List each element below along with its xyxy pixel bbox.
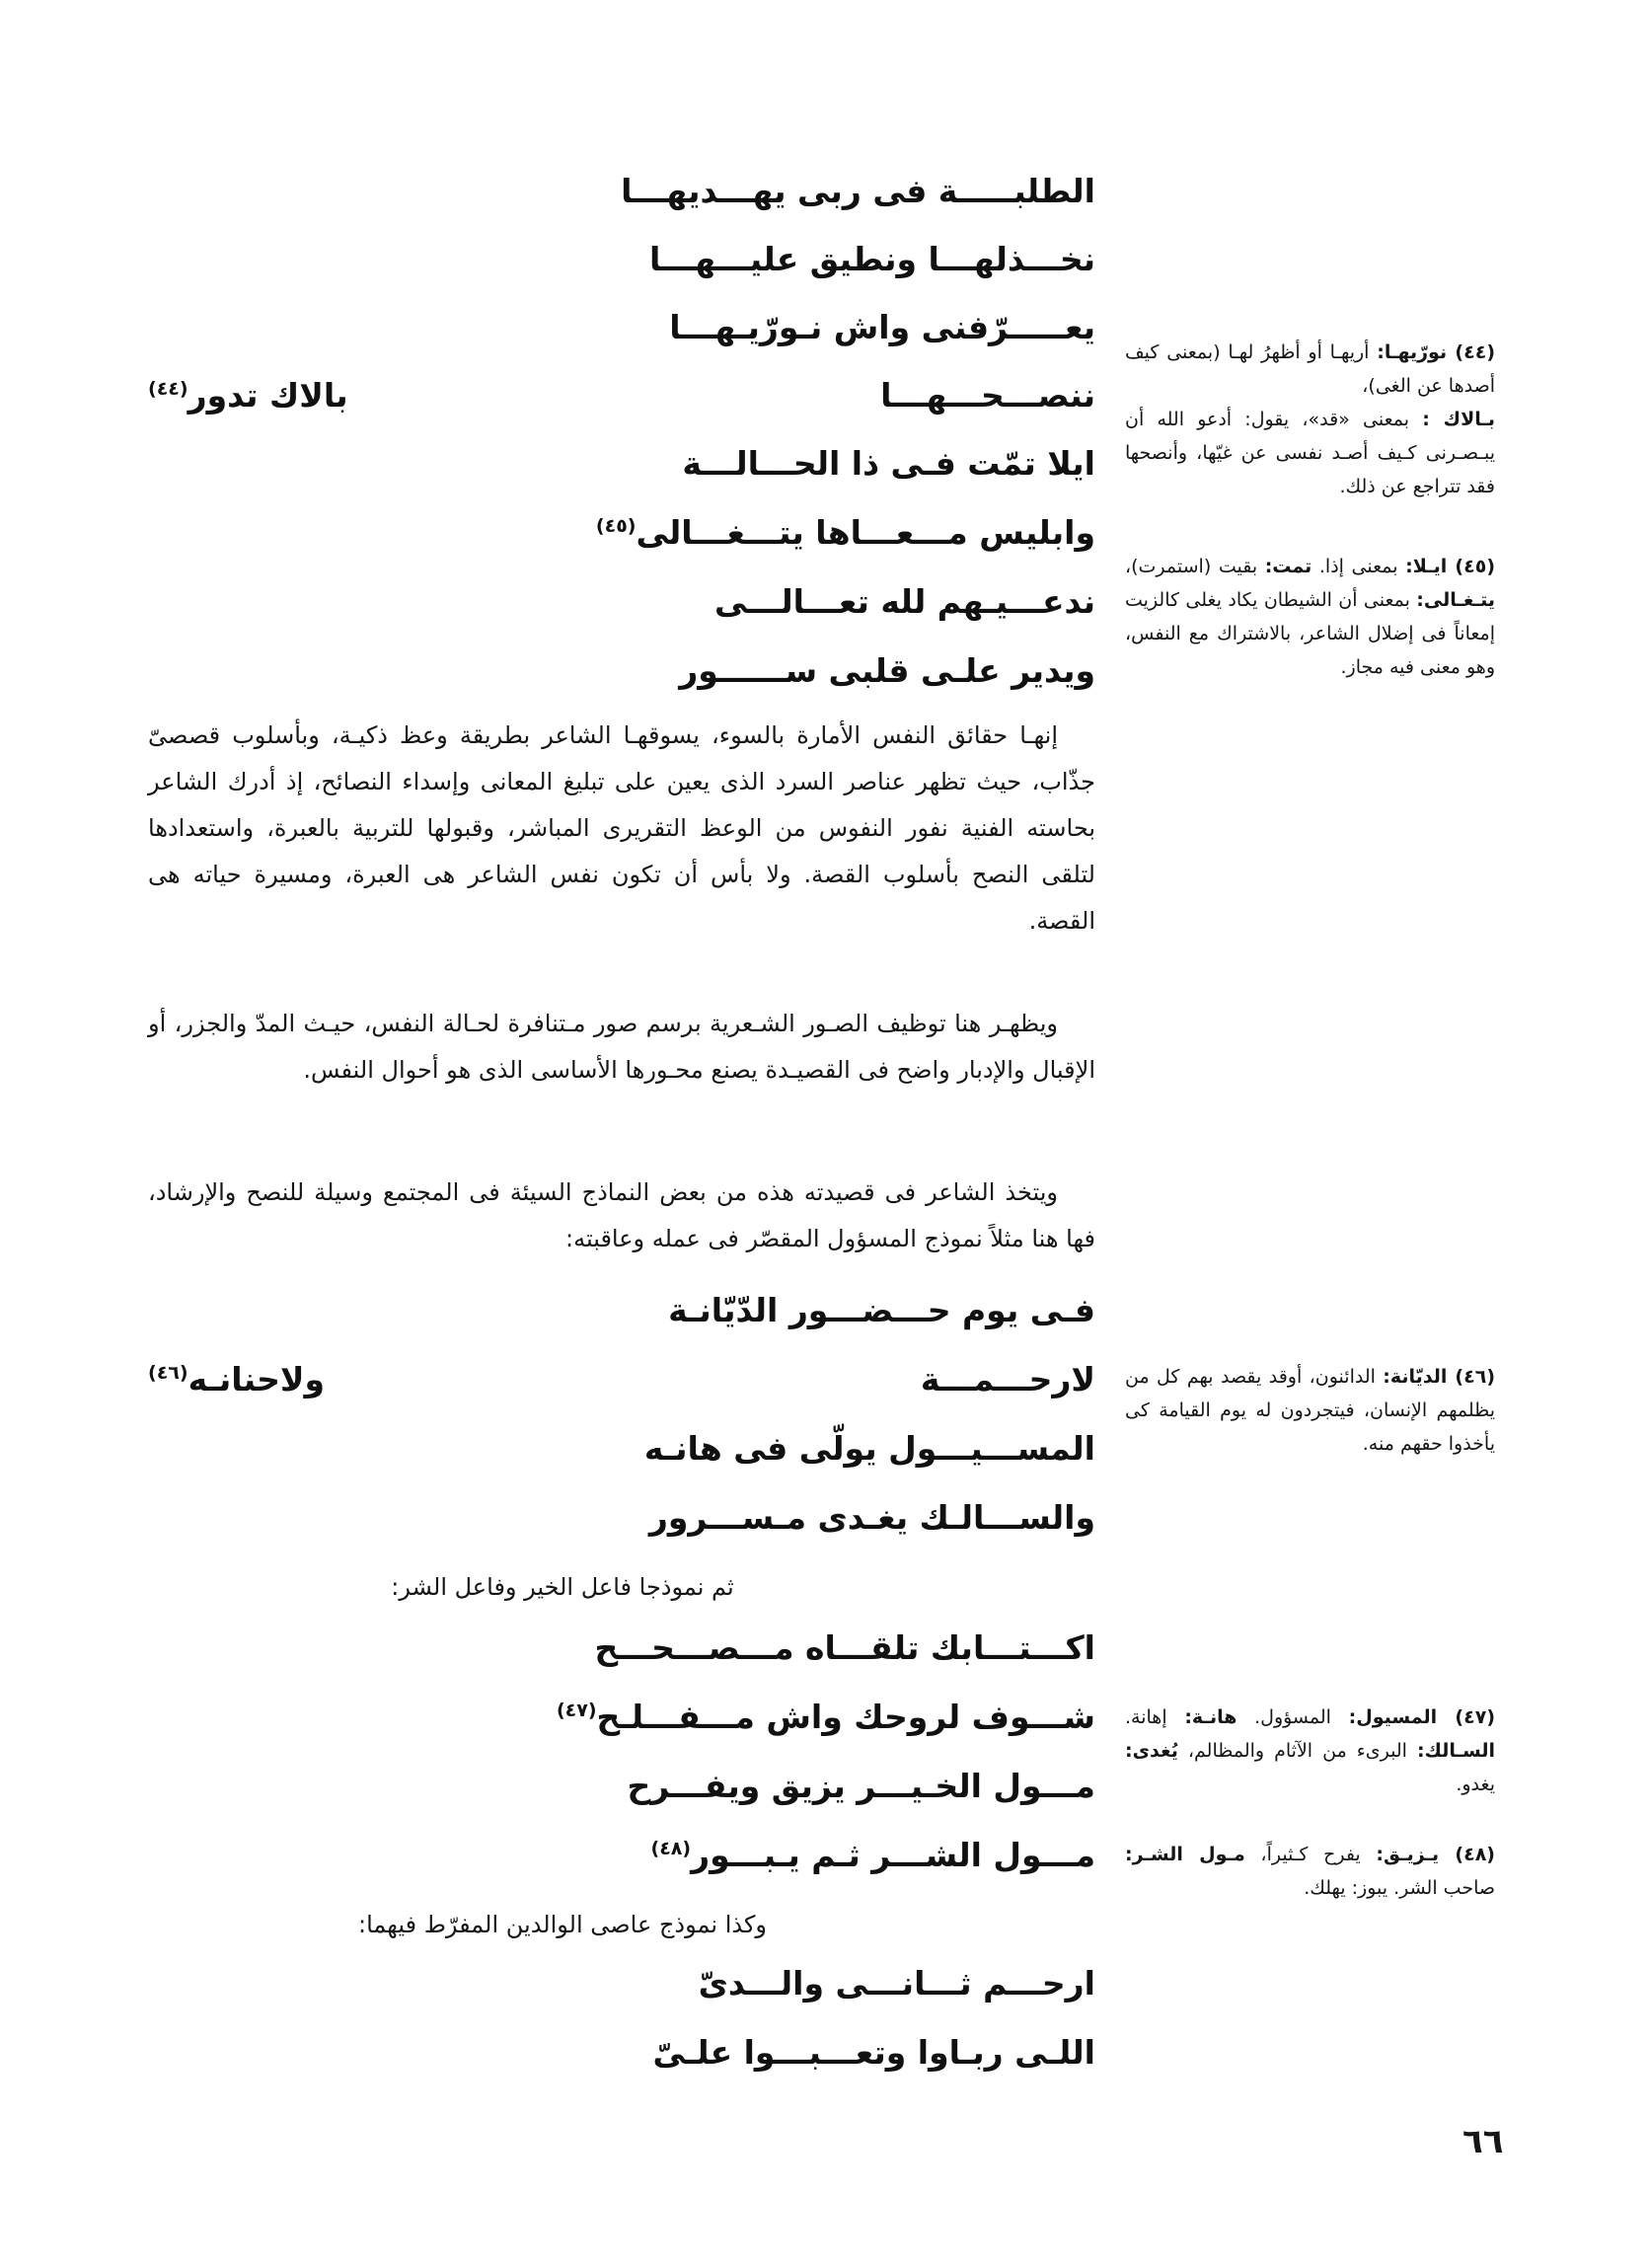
verse-text: ارحـــم ثـــانـــى والـــدىّ	[698, 1964, 1095, 2003]
body-paragraph: إنهـا حقائق النفس الأمارة بالسوء، يسوقهـا الشاعر بطريقة وعظ ذكيـة، وبأسلوب قصصىّ جذّاب، حيث تظهر عناصر السرد الذى يعين على تبليغ المعانى وإسداء النصائح، إذ أدرك الشاعر بحاسته الفنية نفور النفوس من الوعظ التقريرى المباشر، وقبولها للتربية بالعبرة، واستعدادها لتلقى النصح بأسلوب القصة. ولا بأس أن تكون نفس الشاعر هى العبرة، ومسيرة حياته هى القصة.	[148, 721, 1095, 935]
verse-line	[148, 642, 1095, 701]
verse-line	[148, 434, 1095, 493]
lead-line: ثم نموذجا فاعل الخير وفاعل الشر:	[391, 1573, 734, 1601]
verse-text: الطلبـــــة فى ربى يهـــديهـــا	[621, 172, 1095, 210]
verse-text: والســـالـك يغـدى مـســـرور	[648, 1498, 1095, 1537]
verse-line	[148, 1826, 1095, 1885]
verse-line	[148, 1281, 1095, 1340]
page-number: ٦٦	[1462, 2122, 1504, 2161]
footnote-ref: (٤٧)	[556, 1700, 597, 1721]
verse-text: اللـى ربـاوا وتعـــبـــوا علـىّ	[652, 2033, 1095, 2072]
verse-line	[148, 230, 1095, 289]
footnote-46: (٤٦) الديّانة: الدائنون، أوقد يقصد بهم كل من يظلمهم الإنسان، فيتجردون له يوم القيامة كى يأخذوا حقهم منه.	[1125, 1366, 1495, 1455]
footnote-ref: (٤٤)	[148, 378, 188, 400]
verse-line	[148, 1619, 1095, 1678]
verse-line	[148, 1350, 1095, 1409]
verse-text: ايلا تمّت فـى ذا الحـــالـــة	[682, 444, 1095, 483]
verse-line	[148, 366, 1095, 425]
verse-line	[148, 162, 1095, 221]
footnote-48: (٤٨) يـزيـق: يفرح كـثيراً، مـول الشـر: صاحب الشر. يبوز: يهلك.	[1125, 1844, 1495, 1899]
verse-line	[148, 572, 1095, 632]
verse-text: ننصـــحـــهـــا	[880, 376, 1095, 415]
verse-line	[148, 1954, 1095, 2013]
lead-line: وكذا نموذج عاصى الوالدين المفرّط فيهما:	[358, 1911, 767, 1938]
footnote-ref: (٤٨)	[650, 1838, 692, 1859]
verse-text: اكـــتـــابك تلقـــاه مـــصـــحـــح	[594, 1628, 1095, 1667]
verse-text: نخـــذلهـــا ونطيق عليـــهـــا	[648, 240, 1095, 278]
footnote-45: (٤٥) ايـلا: بمعنى إذا. تمت: بقيت (استمرت)، يتـغـالى: بمعنى أن الشيطان يكاد يغلى كالزيت إمعاناً فى إضلال الشاعر، بالاشتراك مع النفس، وهو معنى فيه مجاز.	[1125, 556, 1496, 678]
verse-text: فـى يوم حـــضـــور الدّيّانـة	[668, 1291, 1095, 1329]
verse-line	[148, 2023, 1095, 2082]
verse-text: ندعـــيـهم لله تعـــالـــى	[714, 582, 1095, 621]
body-paragraph: ويتخذ الشاعر فى قصيدته هذه من بعض النماذج السيئة فى المجتمع وسيلة للنصح والإرشاد، فها هنا مثلاً نموذج المسؤول المقصّر فى عمله وعاقبته:	[148, 1178, 1095, 1252]
verse-text: شـــوف لروحك واش مـــفـــلـح$^{(٤٧)}$	[556, 1698, 1095, 1736]
footnote-ref: (٤٥)	[595, 515, 637, 537]
verse-line	[148, 1419, 1095, 1478]
verse-line	[148, 1688, 1095, 1747]
verse-text: يعـــــرّفنى واش نـورّيـهـــا	[669, 308, 1095, 346]
body-paragraph: ويظهـر هنا توظيف الصـور الشـعرية برسم صور مـتنافرة لحـالة النفس، حيـث المدّ والجزر، أو الإقبال والإدبار واضح فى القصيـدة يصنع محـورها الأساسى الذى هو أحوال النفس.	[148, 1010, 1095, 1084]
verse-line	[148, 503, 1095, 563]
verse-text: ويدير علـى قلبى ســــــور	[679, 651, 1095, 690]
footnote-44: (٤٤) نورّيهـا: أريهـا أو أظهرُ لهـا (بمعنى كيف أصدها عن الغى)، بـالاك : بمعنى «قد»، يقول: أدعو الله أن يبـصـرنى كـيف أصـد نفسى عن غيّها، وأنصحها فقد تتراجع عن ذلك.	[1125, 341, 1496, 497]
verse-text: المســـيـــول يولّى فى هانـه	[643, 1429, 1095, 1468]
footnote-47: (٤٧) المسيول: المسؤول. هانـة: إهانة. السـالك: البرىء من الآثام والمظالم، يُغدى: يغدو.	[1125, 1706, 1495, 1795]
verse-hemistich: بالاك تدور$^{(٤٤)}$	[148, 376, 348, 415]
verse-text: لارحـــمـــة	[920, 1360, 1095, 1399]
footnote-ref: (٤٦)	[148, 1362, 188, 1384]
verse-hemistich: ولاحنانـه$^{(٤٦)}$	[148, 1360, 325, 1399]
verse-line	[148, 1488, 1095, 1548]
verse-text: وابليس مـــعـــاها يتـــغـــالى$^{(٤٥)}$	[595, 513, 1095, 552]
verse-line	[148, 1757, 1095, 1816]
verse-text: مـــول الخـيـــر يزيق ويفـــرح	[627, 1767, 1095, 1805]
verse-line	[148, 298, 1095, 357]
verse-text: مـــول الشـــر ثـم يـبـــور$^{(٤٨)}$	[650, 1836, 1095, 1874]
